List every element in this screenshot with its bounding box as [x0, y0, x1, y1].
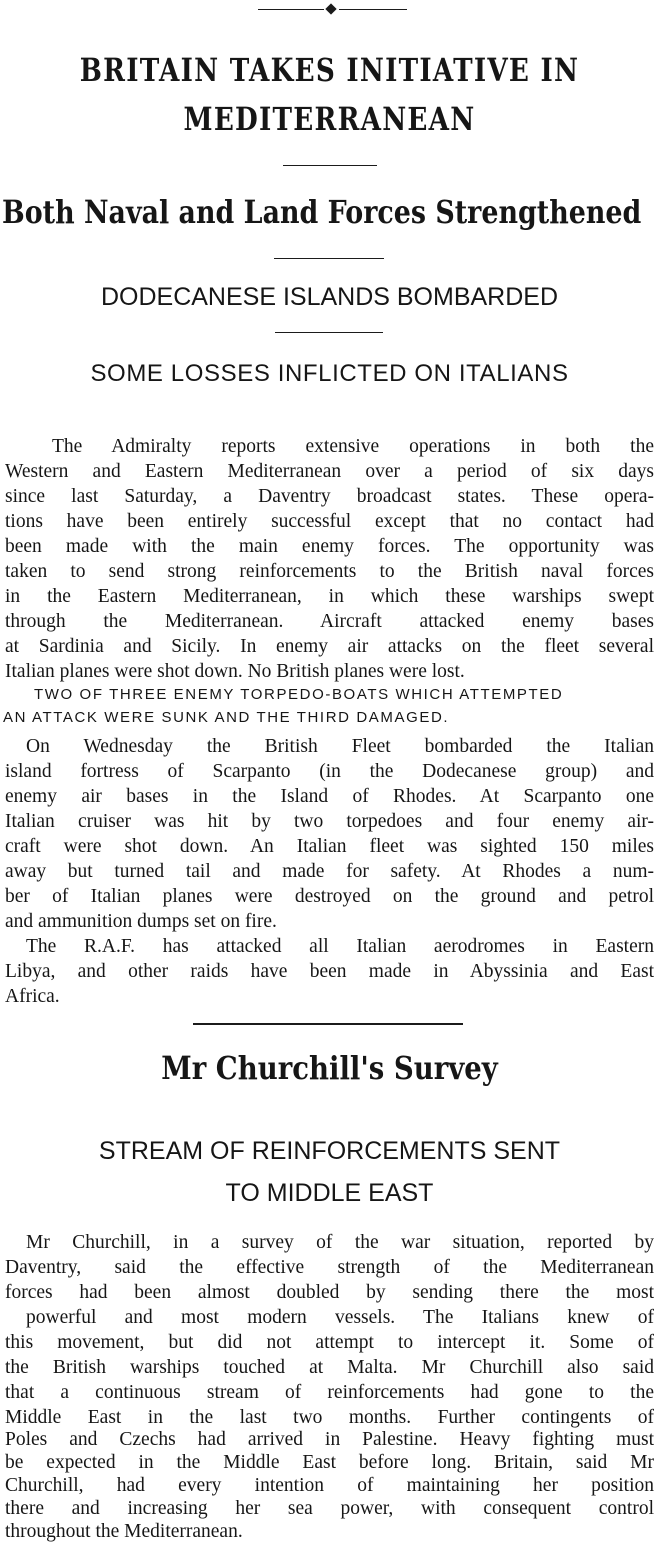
body-line: Churchill, had every intention of maintaining her position	[5, 1475, 654, 1496]
body-line: ber of Italian planes were destroyed on the ground and petrol	[5, 886, 654, 907]
body-line: Italian planes were shot down. No British planes were lost.	[5, 661, 465, 682]
body-line: this movement, but did not attempt to intercept it. Some of	[5, 1332, 654, 1353]
body-line: at Sardinia and Sicily. In enemy air attacks on the fleet several	[5, 636, 654, 657]
article-divider	[193, 1023, 463, 1025]
body-line: Poles and Czechs had arrived in Palestine. Heavy fighting must	[5, 1429, 654, 1450]
body-line: powerful and most modern vessels. The Italians knew of	[26, 1307, 654, 1328]
body-line: and ammunition dumps set on fire.	[5, 911, 277, 932]
body-line: island fortress of Scarpanto (in the Dodecanese group) and	[5, 761, 654, 782]
body-line: Middle East in the last two months. Further contingents of	[5, 1407, 654, 1428]
body-line: through the Mediterranean. Aircraft attacked enemy bases	[5, 611, 654, 632]
subheadline: Both Naval and Land Forces Strengthened	[2, 193, 642, 231]
body-line: Mr Churchill, in a survey of the war situation, reported by	[26, 1232, 654, 1253]
rule-under-headline	[283, 165, 377, 166]
body-line: Africa.	[5, 986, 60, 1007]
body-line: throughout the Mediterranean.	[5, 1521, 243, 1542]
churchill-headline: Mr Churchill's Survey	[161, 1049, 498, 1087]
deck-losses: SOME LOSSES INFLICTED ON ITALIANS	[90, 360, 569, 387]
body-line: Libya, and other raids have been made in Abyssinia and East	[5, 961, 654, 982]
caps-line: TWO OF THREE ENEMY TORPEDO-BOATS WHICH ATTEMPTED	[34, 686, 564, 703]
deck-dodecanese: DODECANESE ISLANDS BOMBARDED	[100, 283, 559, 311]
body-line: craft were shot down. An Italian fleet was sighted 150 miles	[5, 836, 654, 857]
body-line: away but turned tail and made for safety. At Rhodes a num-	[5, 861, 654, 882]
body-line: in the Eastern Mediterranean, in which these warships swept	[5, 586, 654, 607]
body-line: tions have been entirely successful except that no contact had	[5, 511, 654, 532]
body-line: since last Saturday, a Daventry broadcast states. These opera-	[5, 486, 654, 507]
body-line: Western and Eastern Mediterranean over a period of six days	[5, 461, 654, 482]
body-line: Italian cruiser was hit by two torpedoes and four enemy air-	[5, 811, 654, 832]
rule-under-subheadline	[274, 258, 384, 259]
body-line: been made with the main enemy forces. The opportunity was	[5, 536, 654, 557]
body-line: On Wednesday the British Fleet bombarded the Italian	[26, 736, 654, 757]
body-line: that a continuous stream of reinforcements had gone to the	[5, 1382, 654, 1403]
caps-line: AN ATTACK WERE SUNK AND THE THIRD DAMAGED.	[3, 709, 450, 726]
body-line: taken to send strong reinforcements to the British naval forces	[5, 561, 654, 582]
top-rule-left	[258, 9, 324, 10]
ornament-diamond	[325, 3, 336, 14]
body-line: Daventry, said the effective strength of the Mediterranean	[5, 1257, 654, 1278]
body-line: the British warships touched at Malta. Mr Churchill also said	[5, 1357, 654, 1378]
body-line: forces had been almost doubled by sending there the most	[5, 1282, 654, 1303]
body-line: The R.A.F. has attacked all Italian aerodromes in Eastern	[26, 936, 654, 957]
deck-reinforcements-1: STREAM OF REINFORCEMENTS SENT	[98, 1137, 561, 1165]
rule-under-deck	[275, 332, 383, 333]
deck-reinforcements-2: TO MIDDLE EAST	[225, 1179, 434, 1207]
headline-line-1: BRITAIN TAKES INITIATIVE IN	[79, 51, 580, 89]
body-line: enemy air bases in the Island of Rhodes. At Scarpanto one	[5, 786, 654, 807]
body-line: be expected in the Middle East before long. Britain, said Mr	[5, 1452, 654, 1473]
body-line: The Admiralty reports extensive operations in both the	[52, 436, 654, 457]
body-line: there and increasing her sea power, with consequent control	[5, 1498, 654, 1519]
headline-line-2: MEDITERRANEAN	[183, 100, 476, 138]
top-rule-right	[339, 9, 407, 10]
